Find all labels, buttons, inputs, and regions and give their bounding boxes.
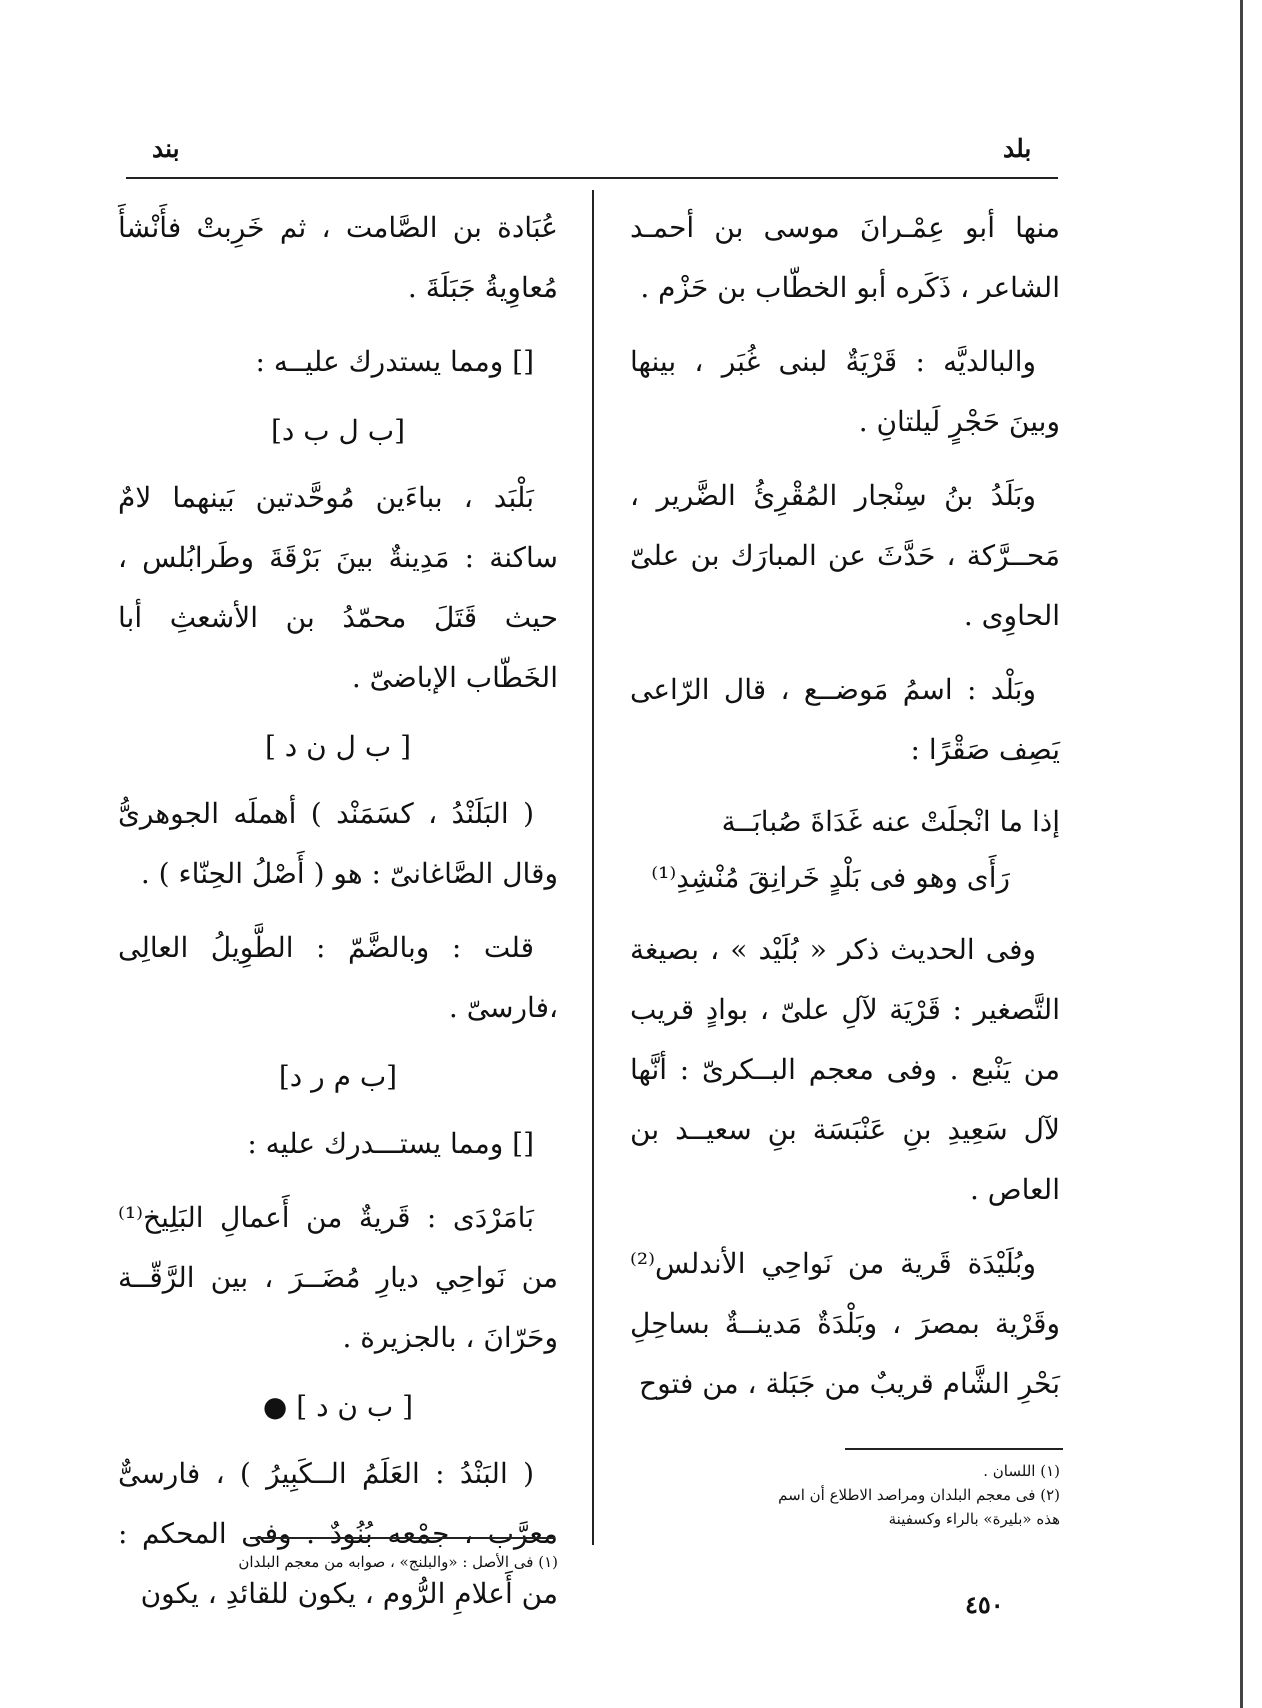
entry-paragraph: بَلْبَد ، بباءَين مُوحَّدتين بَينهما لامٌ ساكنة : مَدِينةٌ بينَ بَرْقَةَ وطَرابُلس ، حيث قَتَلَ محمّدُ بن الأشعثِ أبا الخَطّاب الإباضىّ . [118, 481, 558, 694]
page-number: ٤٥٠ [965, 1590, 1004, 1619]
entry-paragraph: قلت : وبالضَّمّ : الطَّوِيلُ العالِى ،فارسىّ . [118, 931, 558, 1024]
footnote: (٢) فى معجم البلدان ومراصد الاطلاع أن اسم هذه «بليرة» بالراء وكسفينة [778, 1486, 1060, 1528]
right-column [630, 198, 1060, 1428]
entry-paragraph: بَامَرْدَى : قَريةٌ من أَعمالِ البَلِيخ⁽¹⁾ من نَواحِي ديارِ مُضَــرَ ، بين الرَّقّــة وحَرّانَ ، بالجزيرة . [118, 1201, 558, 1354]
entry-paragraph: وبَلْد : اسمُ مَوضــع ، قال الرّاعى يَصِف صَقْرًا : [630, 673, 1060, 766]
running-head-left: بند [152, 134, 180, 163]
scan-edge [1240, 0, 1243, 1708]
footnote: (١) اللسان . [983, 1462, 1060, 1480]
column-divider [592, 190, 594, 1545]
entry-paragraph: وفى الحديث ذكر « بُلَيْد » ، بصيغة التَّصغير : قَرْيَة لآلِ علىّ ، بوادٍ قريب من يَنْبع . وفى معجم البــكرىّ : أنَّها لآل سَعِيدِ بنِ عَنْبَسَة بنِ سعيــد بن العاص . [630, 933, 1060, 1206]
entry-paragraph: والبالديَّه : قَرْيَةٌ لبنى غُبَر ، بينها وبينَ حَجْرٍ لَيلتانِ . [630, 345, 1060, 438]
addendum-note: [] ومما يستـــدرك عليه : [247, 1127, 534, 1160]
entry-paragraph: وبُلَيْدَة قَرية من نَواحِي الأندلس⁽²⁾ وقَرْية بمصرَ ، وبَلْدَةٌ مَدينــةٌ بساحِلِ بَحْرِ الشَّام قريبٌ من جَبَلة ، من فتوح [630, 1247, 1060, 1400]
entry-paragraph: ( البَلَنْدُ ، كسَمَنْد ) أهملَه الجوهرىُّ وقال الصَّاغانىّ : هو ( أَصْلُ الحِنّاء ) . [118, 797, 558, 890]
footnotes-right [760, 1459, 1060, 1531]
addendum-note: [] ومما يستدرك عليــه : [255, 345, 534, 378]
root-heading: [ ب ن د ] ● [262, 1390, 414, 1423]
entry-paragraph: ( البَنْدُ : العَلَمُ الــكَبِيرُ ) ، فارسىٌّ معرَّب ، جمْعه بُنُودٌ . وفى المحكم : من أَعلامِ الرُّوم ، يكون للقائدِ ، يكون [118, 1457, 558, 1610]
footnote: (١) فى الأصل : «والبلنج» ، صوابه من معجم البلدان [238, 1553, 558, 1571]
header-rule [126, 177, 1058, 179]
verse-line-1: إذا ما انْجلَتْ عنه غَدَاةَ صُبابَــة [721, 805, 1060, 838]
root-heading: [ب ل ب د] [270, 414, 406, 447]
entry-paragraph: منها أبو عِمْـرانَ موسى بن أحمـد الشاعر ، ذَكَره أبو الخطّاب بن حَزْم . [630, 211, 1060, 304]
verse-line-2: رَأَى وهو فى بَلْدٍ خَرانِقَ مُنْشِدِ⁽¹⁾ [651, 861, 1010, 894]
footnotes-left [148, 1550, 558, 1574]
left-column [118, 198, 558, 1638]
running-head-right: بلد [1003, 134, 1032, 163]
entry-paragraph: وبَلَدُ بنُ سِنْجار المُقْرِئُ الضَّرير ، مَحــرَّكة ، حَدَّثَ عن المبارَك بن علىّ الحاوِى . [630, 479, 1060, 632]
footnote-rule-right [845, 1448, 1063, 1450]
entry-paragraph: عُبَادة بن الصَّامت ، ثم خَرِبتْ فأَنْشأَ مُعاوِيةُ جَبَلَةَ . [118, 211, 558, 304]
root-heading: [ب م ر د] [278, 1060, 398, 1093]
footnote-rule-left [250, 1537, 555, 1539]
root-heading: [ ب ل ن د ] [264, 730, 412, 763]
